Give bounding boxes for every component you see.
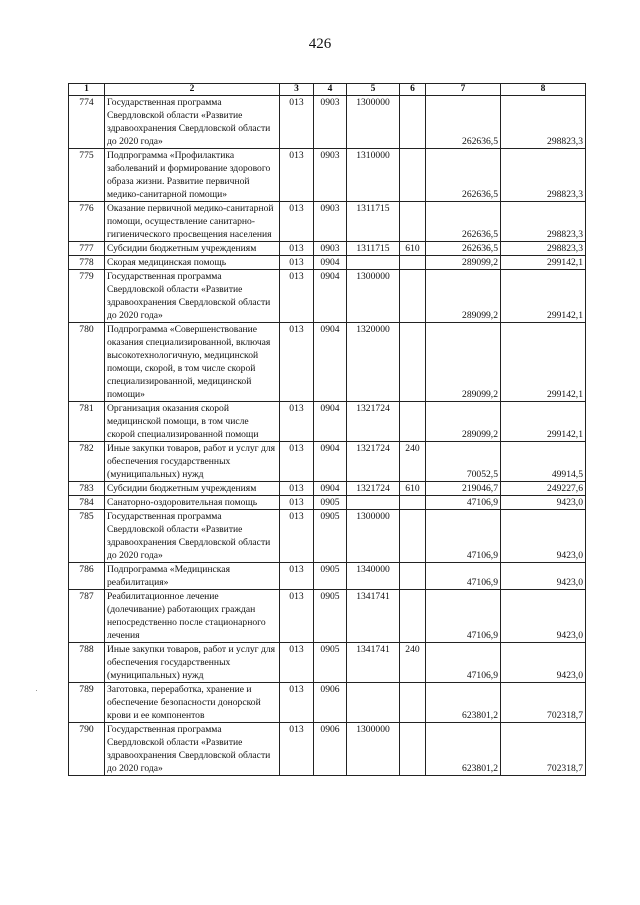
amount-year2-cell: 299142,1 bbox=[501, 256, 586, 270]
ministry-code-cell: 013 bbox=[280, 482, 314, 496]
budget-table bbox=[68, 83, 586, 776]
section-code-cell: 0903 bbox=[314, 96, 347, 149]
ministry-code-cell: 013 bbox=[280, 643, 314, 683]
ministry-code-cell: 013 bbox=[280, 96, 314, 149]
page-number: 426 bbox=[308, 36, 332, 52]
amount-year2-cell: 299142,1 bbox=[501, 402, 586, 442]
table-row bbox=[69, 256, 586, 270]
column-header: 7 bbox=[426, 84, 501, 96]
expense-type-cell bbox=[400, 510, 426, 563]
ministry-code-cell: 013 bbox=[280, 496, 314, 510]
amount-year2-cell: 298823,3 bbox=[501, 96, 586, 149]
table-row bbox=[69, 643, 586, 683]
ministry-code-cell: 013 bbox=[280, 242, 314, 256]
row-name-cell: Государственная программа Свердловской области «Развитие здравоохранения Свердловской области до 2020 года» bbox=[105, 270, 280, 323]
table-row bbox=[69, 149, 586, 202]
row-number-cell: 788 bbox=[69, 643, 105, 683]
table-row bbox=[69, 496, 586, 510]
amount-year1-cell: 262636,5 bbox=[426, 149, 501, 202]
ministry-code-cell: 013 bbox=[280, 323, 314, 402]
amount-year1-cell: 623801,2 bbox=[426, 723, 501, 776]
target-article-cell: 1340000 bbox=[347, 563, 400, 590]
amount-year1-cell: 289099,2 bbox=[426, 256, 501, 270]
expense-type-cell bbox=[400, 96, 426, 149]
column-header: 4 bbox=[314, 84, 347, 96]
ministry-code-cell: 013 bbox=[280, 202, 314, 242]
section-code-cell: 0904 bbox=[314, 270, 347, 323]
table-row bbox=[69, 510, 586, 563]
expense-type-cell bbox=[400, 323, 426, 402]
amount-year1-cell: 70052,5 bbox=[426, 442, 501, 482]
table-row bbox=[69, 563, 586, 590]
row-name-cell: Государственная программа Свердловской области «Развитие здравоохранения Свердловской области до 2020 года» bbox=[105, 96, 280, 149]
ministry-code-cell: 013 bbox=[280, 683, 314, 723]
row-name-cell: Санаторно-оздоровительная помощь bbox=[105, 496, 280, 510]
ministry-code-cell: 013 bbox=[280, 149, 314, 202]
row-number-cell: 784 bbox=[69, 496, 105, 510]
column-header: 3 bbox=[280, 84, 314, 96]
target-article-cell: 1300000 bbox=[347, 270, 400, 323]
column-header: 1 bbox=[69, 84, 105, 96]
row-number-cell: 778 bbox=[69, 256, 105, 270]
amount-year2-cell: 299142,1 bbox=[501, 323, 586, 402]
amount-year1-cell: 47106,9 bbox=[426, 496, 501, 510]
amount-year2-cell: 298823,3 bbox=[501, 202, 586, 242]
amount-year2-cell: 249227,6 bbox=[501, 482, 586, 496]
section-code-cell: 0905 bbox=[314, 590, 347, 643]
ministry-code-cell: 013 bbox=[280, 442, 314, 482]
target-article-cell: 1300000 bbox=[347, 510, 400, 563]
row-name-cell: Реабилитационное лечение (долечивание) работающих граждан непосредственно после стационарного лечения bbox=[105, 590, 280, 643]
row-name-cell: Организация оказания скорой медицинской помощи, в том числе скорой специализированной помощи bbox=[105, 402, 280, 442]
amount-year2-cell: 9423,0 bbox=[501, 643, 586, 683]
row-number-cell: 775 bbox=[69, 149, 105, 202]
column-header: 6 bbox=[400, 84, 426, 96]
row-number-cell: 774 bbox=[69, 96, 105, 149]
row-number-cell: 780 bbox=[69, 323, 105, 402]
row-number-cell: 782 bbox=[69, 442, 105, 482]
target-article-cell bbox=[347, 496, 400, 510]
row-number-cell: 789 bbox=[69, 683, 105, 723]
ministry-code-cell: 013 bbox=[280, 256, 314, 270]
table-row bbox=[69, 323, 586, 402]
row-number-cell: 787 bbox=[69, 590, 105, 643]
expense-type-cell bbox=[400, 723, 426, 776]
ministry-code-cell: 013 bbox=[280, 510, 314, 563]
target-article-cell: 1300000 bbox=[347, 723, 400, 776]
section-code-cell: 0904 bbox=[314, 482, 347, 496]
target-article-cell: 1321724 bbox=[347, 402, 400, 442]
section-code-cell: 0905 bbox=[314, 563, 347, 590]
row-name-cell: Иные закупки товаров, работ и услуг для обеспечения государственных (муниципальных) нужд bbox=[105, 643, 280, 683]
ministry-code-cell: 013 bbox=[280, 402, 314, 442]
row-name-cell: Государственная программа Свердловской области «Развитие здравоохранения Свердловской области до 2020 года» bbox=[105, 510, 280, 563]
section-code-cell: 0904 bbox=[314, 442, 347, 482]
amount-year2-cell: 9423,0 bbox=[501, 590, 586, 643]
amount-year2-cell: 702318,7 bbox=[501, 683, 586, 723]
row-name-cell: Скорая медицинская помощь bbox=[105, 256, 280, 270]
amount-year2-cell: 702318,7 bbox=[501, 723, 586, 776]
row-name-cell: Заготовка, переработка, хранение и обеспечение безопасности донорской крови и ее компонентов bbox=[105, 683, 280, 723]
table-row bbox=[69, 96, 586, 149]
amount-year1-cell: 262636,5 bbox=[426, 242, 501, 256]
header-row bbox=[69, 84, 586, 96]
row-name-cell: Подпрограмма «Медицинская реабилитация» bbox=[105, 563, 280, 590]
section-code-cell: 0904 bbox=[314, 323, 347, 402]
expense-type-cell: 240 bbox=[400, 643, 426, 683]
table-row bbox=[69, 482, 586, 496]
expense-type-cell bbox=[400, 563, 426, 590]
amount-year1-cell: 47106,9 bbox=[426, 563, 501, 590]
target-article-cell: 1321724 bbox=[347, 442, 400, 482]
row-number-cell: 786 bbox=[69, 563, 105, 590]
section-code-cell: 0905 bbox=[314, 510, 347, 563]
section-code-cell: 0904 bbox=[314, 256, 347, 270]
amount-year2-cell: 9423,0 bbox=[501, 496, 586, 510]
row-number-cell: 776 bbox=[69, 202, 105, 242]
section-code-cell: 0904 bbox=[314, 402, 347, 442]
table-row bbox=[69, 270, 586, 323]
section-code-cell: 0903 bbox=[314, 149, 347, 202]
section-code-cell: 0903 bbox=[314, 202, 347, 242]
target-article-cell: 1321724 bbox=[347, 482, 400, 496]
section-code-cell: 0906 bbox=[314, 683, 347, 723]
amount-year1-cell: 47106,9 bbox=[426, 510, 501, 563]
amount-year1-cell: 289099,2 bbox=[426, 402, 501, 442]
ministry-code-cell: 013 bbox=[280, 270, 314, 323]
table-row bbox=[69, 723, 586, 776]
expense-type-cell bbox=[400, 202, 426, 242]
amount-year1-cell: 47106,9 bbox=[426, 643, 501, 683]
row-name-cell: Государственная программа Свердловской области «Развитие здравоохранения Свердловской области до 2020 года» bbox=[105, 723, 280, 776]
row-number-cell: 785 bbox=[69, 510, 105, 563]
ministry-code-cell: 013 bbox=[280, 590, 314, 643]
amount-year1-cell: 289099,2 bbox=[426, 270, 501, 323]
target-article-cell: 1320000 bbox=[347, 323, 400, 402]
amount-year1-cell: 623801,2 bbox=[426, 683, 501, 723]
expense-type-cell bbox=[400, 256, 426, 270]
table-row bbox=[69, 402, 586, 442]
column-header: 8 bbox=[501, 84, 586, 96]
expense-type-cell bbox=[400, 683, 426, 723]
row-name-cell: Подпрограмма «Совершенствование оказания специализированной, включая высокотехнологичную, медицинской помощи, скорой, в том числе скорой специализированной, медицинской помощи» bbox=[105, 323, 280, 402]
expense-type-cell: 610 bbox=[400, 482, 426, 496]
expense-type-cell bbox=[400, 402, 426, 442]
table-row bbox=[69, 590, 586, 643]
amount-year2-cell: 49914,5 bbox=[501, 442, 586, 482]
table-row bbox=[69, 442, 586, 482]
row-number-cell: 790 bbox=[69, 723, 105, 776]
expense-type-cell: 610 bbox=[400, 242, 426, 256]
amount-year2-cell: 298823,3 bbox=[501, 149, 586, 202]
scan-mark bbox=[36, 690, 37, 691]
amount-year2-cell: 9423,0 bbox=[501, 563, 586, 590]
expense-type-cell bbox=[400, 496, 426, 510]
expense-type-cell bbox=[400, 270, 426, 323]
row-number-cell: 777 bbox=[69, 242, 105, 256]
row-number-cell: 781 bbox=[69, 402, 105, 442]
expense-type-cell: 240 bbox=[400, 442, 426, 482]
amount-year1-cell: 289099,2 bbox=[426, 323, 501, 402]
section-code-cell: 0903 bbox=[314, 242, 347, 256]
target-article-cell: 1341741 bbox=[347, 590, 400, 643]
target-article-cell bbox=[347, 256, 400, 270]
expense-type-cell bbox=[400, 149, 426, 202]
row-name-cell: Подпрограмма «Профилактика заболеваний и формирование здорового образа жизни. Развитие первичной медико-санитарной помощи» bbox=[105, 149, 280, 202]
column-header: 2 bbox=[105, 84, 280, 96]
amount-year2-cell: 9423,0 bbox=[501, 510, 586, 563]
table-row bbox=[69, 202, 586, 242]
row-number-cell: 783 bbox=[69, 482, 105, 496]
amount-year1-cell: 47106,9 bbox=[426, 590, 501, 643]
row-name-cell: Субсидии бюджетным учреждениям bbox=[105, 242, 280, 256]
row-name-cell: Оказание первичной медико-санитарной помощи, осуществление санитарно-гигиенического просвещения населения bbox=[105, 202, 280, 242]
row-number-cell: 779 bbox=[69, 270, 105, 323]
row-name-cell: Иные закупки товаров, работ и услуг для обеспечения государственных (муниципальных) нужд bbox=[105, 442, 280, 482]
amount-year1-cell: 219046,7 bbox=[426, 482, 501, 496]
ministry-code-cell: 013 bbox=[280, 563, 314, 590]
column-header: 5 bbox=[347, 84, 400, 96]
section-code-cell: 0905 bbox=[314, 643, 347, 683]
table-row bbox=[69, 242, 586, 256]
target-article-cell: 1341741 bbox=[347, 643, 400, 683]
amount-year2-cell: 299142,1 bbox=[501, 270, 586, 323]
amount-year1-cell: 262636,5 bbox=[426, 202, 501, 242]
table-row bbox=[69, 683, 586, 723]
ministry-code-cell: 013 bbox=[280, 723, 314, 776]
amount-year2-cell: 298823,3 bbox=[501, 242, 586, 256]
target-article-cell: 1311715 bbox=[347, 202, 400, 242]
expense-type-cell bbox=[400, 590, 426, 643]
target-article-cell: 1311715 bbox=[347, 242, 400, 256]
section-code-cell: 0905 bbox=[314, 496, 347, 510]
section-code-cell: 0906 bbox=[314, 723, 347, 776]
row-name-cell: Субсидии бюджетным учреждениям bbox=[105, 482, 280, 496]
target-article-cell: 1300000 bbox=[347, 96, 400, 149]
amount-year1-cell: 262636,5 bbox=[426, 96, 501, 149]
target-article-cell bbox=[347, 683, 400, 723]
target-article-cell: 1310000 bbox=[347, 149, 400, 202]
